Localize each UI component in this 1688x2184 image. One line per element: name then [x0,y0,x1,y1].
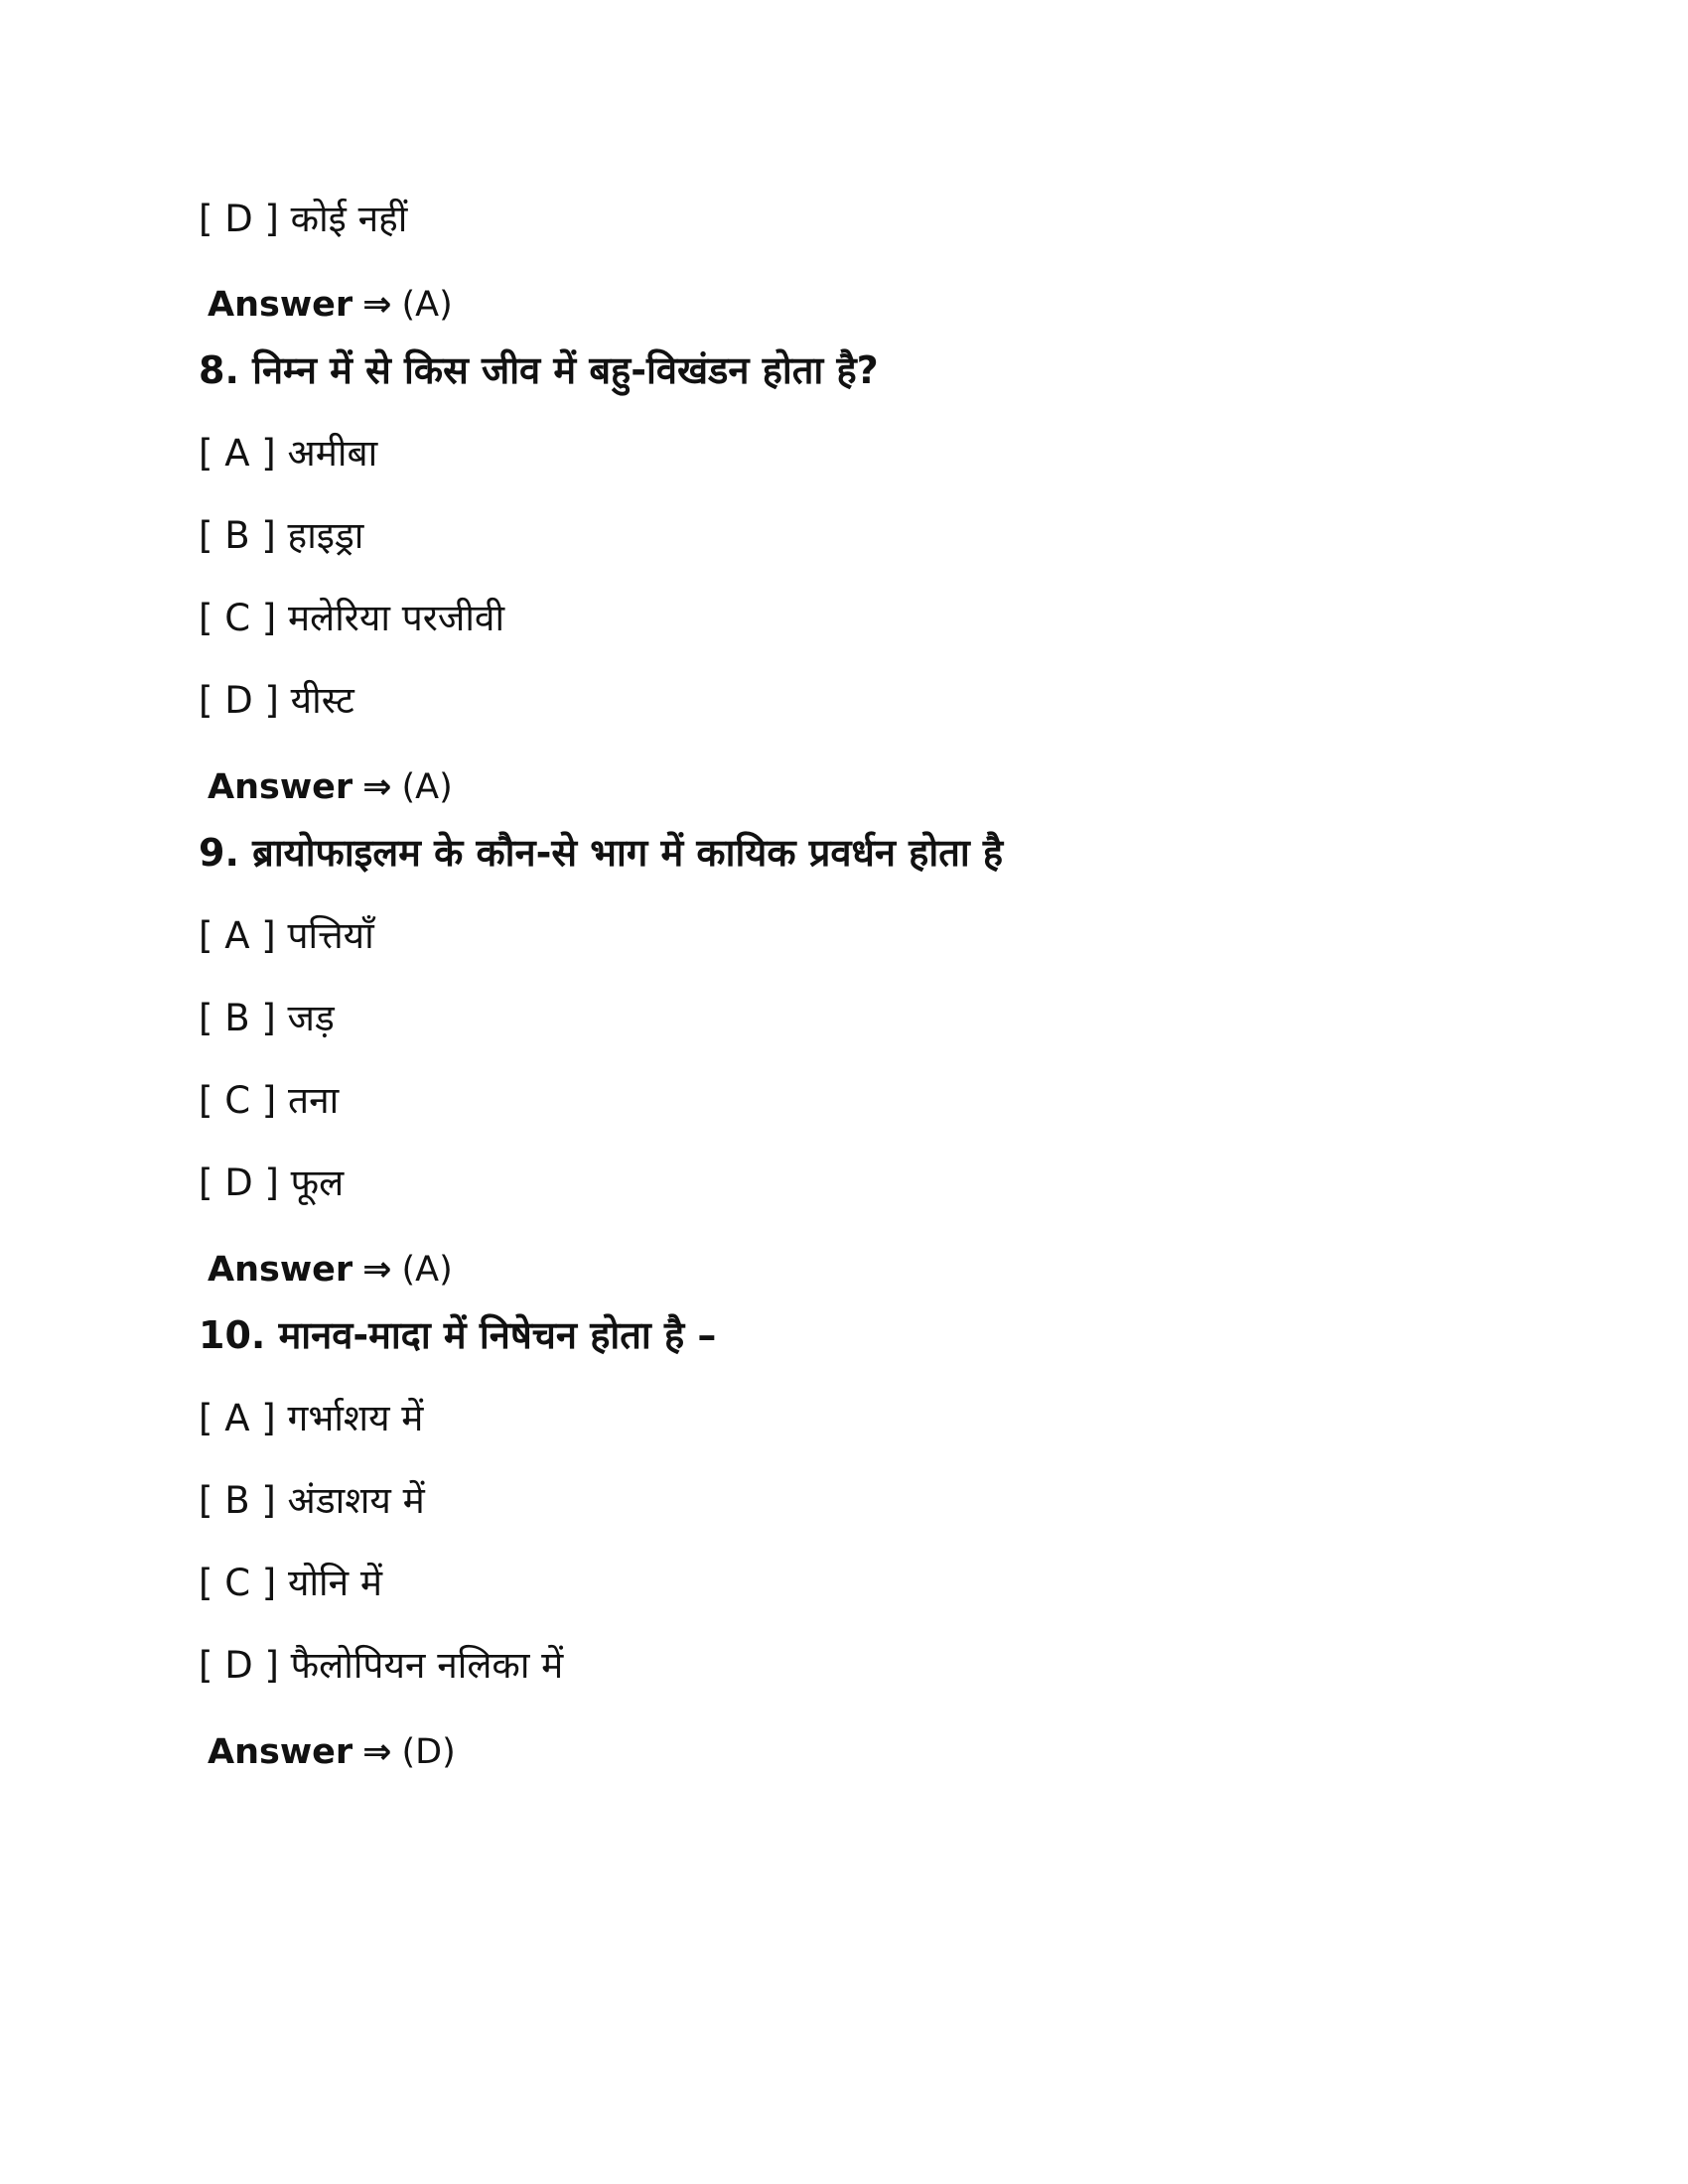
answer-value: (A) [401,1250,453,1290]
option-text: फूल [290,1161,345,1204]
arrow-icon: ⇒ [362,767,392,807]
question-number: 8. [199,348,239,392]
option-label: [ D ] [199,679,279,722]
question-number: 9. [199,831,239,875]
option-c [199,1562,383,1604]
question-9 [199,831,1004,875]
answer-label: Answer [208,1732,353,1772]
answer-label: Answer [208,767,353,807]
option-d [199,1644,564,1687]
option-text: अंडाशय में [287,1479,425,1522]
option-text: गर्भाशय में [287,1397,424,1439]
option-d [199,198,408,240]
option-label: [ D ] [199,1161,279,1204]
option-label: [ C ] [199,1562,277,1604]
option-d [199,679,354,722]
question-8 [199,348,879,392]
option-label: [ C ] [199,597,277,639]
option-label: [ A ] [199,914,276,957]
answer-line [208,767,453,807]
answer-value: (D) [401,1732,456,1772]
answer-value: (A) [401,767,453,807]
arrow-icon: ⇒ [362,285,392,325]
question-10 [199,1313,717,1357]
option-text: योनि में [288,1562,383,1604]
question-number: 10. [199,1313,266,1357]
option-c [199,1079,340,1122]
option-label: [ A ] [199,1397,276,1439]
option-text: यीस्ट [290,679,354,722]
answer-label: Answer [208,285,353,325]
option-text: जड़ [287,997,335,1039]
option-c [199,597,505,639]
option-text: हाइड्रा [287,514,364,557]
option-a [199,1397,424,1439]
option-text: मलेरिया परजीवी [288,597,505,639]
option-b [199,1479,425,1522]
answer-value: (A) [401,285,453,325]
option-label: [ C ] [199,1079,277,1122]
option-text: अमीबा [287,432,378,475]
option-label: [ D ] [199,198,279,240]
arrow-icon: ⇒ [362,1732,392,1772]
option-text: फैलोपियन नलिका में [290,1644,564,1687]
option-label: [ B ] [199,1479,276,1522]
option-label: [ B ] [199,997,276,1039]
option-label: [ D ] [199,1644,279,1687]
option-label: [ A ] [199,432,276,475]
option-a [199,432,378,475]
option-text: तना [288,1079,340,1122]
option-b [199,514,364,557]
answer-label: Answer [208,1250,353,1290]
question-text: मानव-मादा में निषेचन होता है – [278,1313,717,1357]
answer-line [208,1250,453,1290]
answer-line [208,285,453,325]
question-text: ब्रायोफाइलम के कौन-से भाग में कायिक प्रवर्धन होता है [252,831,1004,875]
question-text: निम्न में से किस जीव में बहु-विखंडन होता है? [252,348,879,392]
option-text: पत्तियाँ [287,914,374,957]
option-text: कोई नहीं [290,198,408,240]
option-d [199,1161,345,1204]
answer-line [208,1732,456,1772]
arrow-icon: ⇒ [362,1250,392,1290]
option-a [199,914,374,957]
option-label: [ B ] [199,514,276,557]
option-b [199,997,335,1039]
